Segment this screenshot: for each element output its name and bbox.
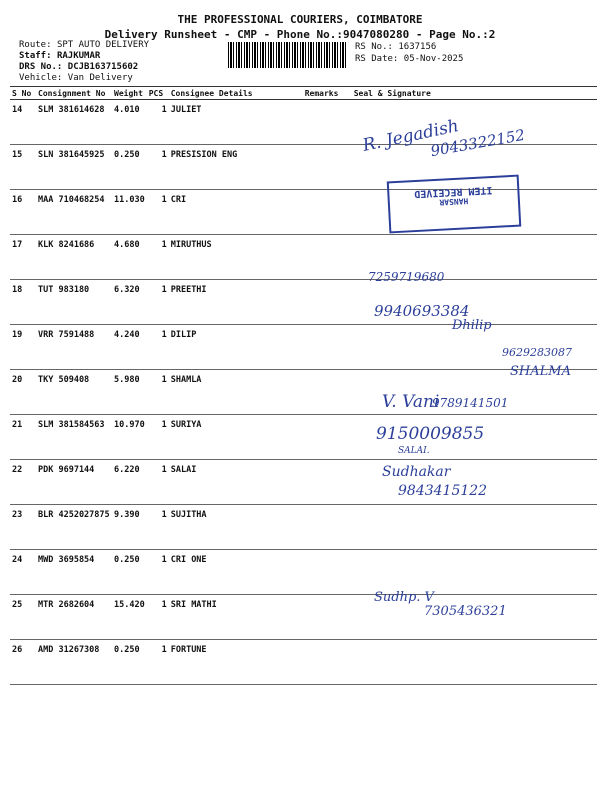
consignment-cell: TKY 509408 xyxy=(36,370,112,415)
handwritten-phone-row-15: 9043322152 xyxy=(429,125,527,161)
weight-cell: 5.980 xyxy=(112,370,147,415)
sno-cell: 17 xyxy=(10,235,36,280)
pcs-cell: 1 xyxy=(147,145,169,190)
sno-cell: 26 xyxy=(10,640,36,685)
consignee-cell: SUJITHA xyxy=(169,505,303,550)
signature-row-19: Dhilip xyxy=(452,318,492,333)
sno-cell: 16 xyxy=(10,190,36,235)
vehicle-line xyxy=(19,73,133,84)
runsheet-subtitle: Delivery Runsheet - CMP - Phone No.:9047080280 - Page No.:2 xyxy=(104,28,496,41)
handwritten-phone-row-19: 9940693384 xyxy=(374,302,470,320)
route-value: SPT AUTO DELIVERY xyxy=(56,40,150,50)
consignment-cell: AMD 31267308 xyxy=(36,640,112,685)
pcs-cell: 1 xyxy=(147,100,169,145)
weight-cell: 9.390 xyxy=(112,505,147,550)
consignment-cell: MWD 3695854 xyxy=(36,550,112,595)
rs-date-line xyxy=(355,54,463,64)
signature-row-22: SALAI. xyxy=(398,446,430,456)
stamp-text-received: ITEM RECEIVED xyxy=(413,183,493,200)
consignee-cell: PRESISION ENG xyxy=(169,145,303,190)
rs-no-label: RS No.: xyxy=(355,42,393,52)
remarks-cell xyxy=(303,415,352,460)
drs-line xyxy=(19,62,138,73)
col-signature: Seal & Signature xyxy=(352,87,597,100)
drs-label: DRS No.: xyxy=(19,62,63,72)
table-row xyxy=(10,280,597,325)
table-row xyxy=(10,235,597,280)
sno-cell: 21 xyxy=(10,415,36,460)
signature-row-23: Sudhakar xyxy=(382,464,451,480)
consignment-cell: MTR 2682604 xyxy=(36,595,112,640)
consignment-cell: SLN 381645925 xyxy=(36,145,112,190)
consignment-cell: MAA 710468254 xyxy=(36,190,112,235)
table-row xyxy=(10,550,597,595)
remarks-cell xyxy=(303,190,352,235)
sno-cell: 19 xyxy=(10,325,36,370)
weight-cell: 4.680 xyxy=(112,235,147,280)
table-row xyxy=(10,415,597,460)
weight-cell: 6.220 xyxy=(112,460,147,505)
signature-cell xyxy=(352,550,597,595)
remarks-cell xyxy=(303,505,352,550)
sno-cell: 15 xyxy=(10,145,36,190)
consignee-cell: CRI xyxy=(169,190,303,235)
pcs-cell: 1 xyxy=(147,595,169,640)
weight-cell: 4.010 xyxy=(112,100,147,145)
stamp-text-name: HANSAR xyxy=(439,196,469,207)
remarks-cell xyxy=(303,325,352,370)
signature-row-20: SHALMA xyxy=(510,364,571,379)
consignee-cell: MIRUTHUS xyxy=(169,235,303,280)
consignment-cell: PDK 9697144 xyxy=(36,460,112,505)
staff-label: Staff: xyxy=(19,51,52,61)
consignee-cell: PREETHI xyxy=(169,280,303,325)
table-row xyxy=(10,370,597,415)
pcs-cell: 1 xyxy=(147,505,169,550)
remarks-cell xyxy=(303,640,352,685)
consignee-cell: SRI MATHI xyxy=(169,595,303,640)
handwritten-phone-row-20: 9629283087 xyxy=(502,346,572,359)
pcs-cell: 1 xyxy=(147,415,169,460)
consignee-cell: SHAMLA xyxy=(169,370,303,415)
item-received-stamp xyxy=(387,175,522,234)
sno-cell: 14 xyxy=(10,100,36,145)
barcode xyxy=(228,42,346,68)
consignee-cell: SALAI xyxy=(169,460,303,505)
handwritten-phone-row-18: 7259719680 xyxy=(368,270,445,284)
remarks-cell xyxy=(303,595,352,640)
pcs-cell: 1 xyxy=(147,235,169,280)
drs-value: DCJB163715602 xyxy=(67,62,139,72)
consignment-cell: BLR 4252027875 xyxy=(36,505,112,550)
consignee-cell: CRI ONE xyxy=(169,550,303,595)
handwritten-phone-row-22: 9150009855 xyxy=(376,424,485,444)
weight-cell: 15.420 xyxy=(112,595,147,640)
table-row xyxy=(10,460,597,505)
remarks-cell xyxy=(303,280,352,325)
signature-row-15: R. Jegadish xyxy=(360,116,461,156)
staff-value: RAJKUMAR xyxy=(56,51,101,61)
sno-cell: 23 xyxy=(10,505,36,550)
consignment-cell: SLM 381614628 xyxy=(36,100,112,145)
weight-cell: 10.970 xyxy=(112,415,147,460)
weight-cell: 4.240 xyxy=(112,325,147,370)
pcs-cell: 1 xyxy=(147,460,169,505)
handwritten-phone-row-23: 9843415122 xyxy=(398,483,488,499)
remarks-cell xyxy=(303,460,352,505)
signature-row-21: V. Vani xyxy=(382,392,440,412)
signature-row-26: Sudhp. V xyxy=(374,590,434,605)
vehicle-label: Vehicle: xyxy=(19,73,63,83)
weight-cell: 0.250 xyxy=(112,640,147,685)
rs-no-line xyxy=(355,42,436,52)
consignment-cell: KLK 8241686 xyxy=(36,235,112,280)
sno-cell: 22 xyxy=(10,460,36,505)
sno-cell: 18 xyxy=(10,280,36,325)
signature-cell xyxy=(352,505,597,550)
pcs-cell: 1 xyxy=(147,370,169,415)
rs-no-value: 1637156 xyxy=(398,42,437,52)
table-row xyxy=(10,595,597,640)
consignee-cell: JULIET xyxy=(169,100,303,145)
consignee-cell: DILIP xyxy=(169,325,303,370)
remarks-cell xyxy=(303,370,352,415)
table-row xyxy=(10,505,597,550)
pcs-cell: 1 xyxy=(147,280,169,325)
consignment-cell: VRR 7591488 xyxy=(36,325,112,370)
consignee-cell: SURIYA xyxy=(169,415,303,460)
col-consignment: Consignment No xyxy=(36,87,112,100)
consignment-cell: SLM 381584563 xyxy=(36,415,112,460)
rs-date-label: RS Date: xyxy=(355,54,399,64)
route-label: Route: xyxy=(19,40,52,50)
sno-cell: 24 xyxy=(10,550,36,595)
pcs-cell: 1 xyxy=(147,640,169,685)
consignee-cell: FORTUNE xyxy=(169,640,303,685)
col-pcs: PCS xyxy=(147,87,169,100)
remarks-cell xyxy=(303,550,352,595)
handwritten-phone-row-21: 9789141501 xyxy=(432,396,509,410)
remarks-cell xyxy=(303,235,352,280)
table-row xyxy=(10,640,597,685)
col-consignee: Consignee Details xyxy=(169,87,303,100)
weight-cell: 11.030 xyxy=(112,190,147,235)
col-weight: Weight xyxy=(112,87,147,100)
sno-cell: 20 xyxy=(10,370,36,415)
pcs-cell: 1 xyxy=(147,190,169,235)
consignment-cell: TUT 983180 xyxy=(36,280,112,325)
weight-cell: 0.250 xyxy=(112,550,147,595)
staff-line xyxy=(19,51,100,62)
vehicle-value: Van Delivery xyxy=(67,73,133,83)
col-remarks: Remarks xyxy=(303,87,352,100)
pcs-cell: 1 xyxy=(147,325,169,370)
route-line xyxy=(19,40,149,51)
sno-cell: 25 xyxy=(10,595,36,640)
weight-cell: 0.250 xyxy=(112,145,147,190)
pcs-cell: 1 xyxy=(147,550,169,595)
company-title: THE PROFESSIONAL COURIERS, COIMBATORE xyxy=(177,13,423,26)
handwritten-phone-row-26: 7305436321 xyxy=(424,604,507,619)
remarks-cell xyxy=(303,100,352,145)
col-sno: S No xyxy=(10,87,36,100)
table-header xyxy=(10,87,597,100)
rs-date-value: 05-Nov-2025 xyxy=(403,54,464,64)
remarks-cell xyxy=(303,145,352,190)
signature-cell xyxy=(352,640,597,685)
weight-cell: 6.320 xyxy=(112,280,147,325)
